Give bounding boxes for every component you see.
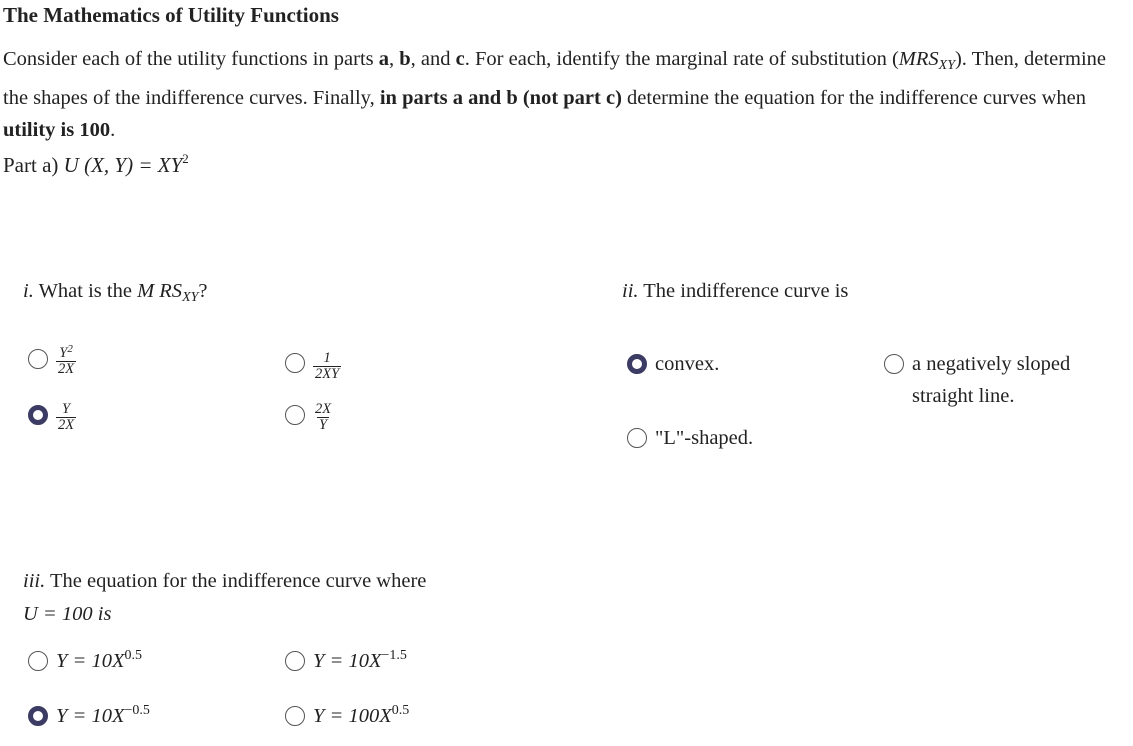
equation-option-4[interactable]: $Y = 100X^{0.5}$: [285, 706, 409, 732]
radio-button-selected[interactable]: [627, 354, 647, 374]
equation-option-2[interactable]: $Y = 10X^{-1.5}$: [285, 651, 407, 677]
curve-option-straight-line[interactable]: [884, 354, 1114, 412]
mrs-option-y2-over-2x[interactable]: $\frac{Y^2}{2X}$: [28, 349, 76, 377]
mrs-option-y-over-2x[interactable]: $\frac{Y}{2X}$: [28, 405, 76, 433]
radio-button[interactable]: [884, 354, 904, 374]
radio-button[interactable]: [28, 349, 48, 369]
option-label: a negatively sloped straight line.: [912, 353, 1071, 407]
question-i: i. What is the M $RS_{XY}$?: [23, 280, 208, 305]
radio-button[interactable]: [285, 651, 305, 671]
radio-button[interactable]: [285, 706, 305, 726]
equation-option-3[interactable]: $Y = 10X^{-0.5}$: [28, 706, 150, 732]
radio-button[interactable]: [28, 651, 48, 671]
page-title: The Mathematics of Utility Functions: [3, 3, 339, 27]
mrs-option-2x-over-y[interactable]: $\frac{2X}{Y}$: [285, 405, 333, 433]
radio-button-selected[interactable]: [28, 706, 48, 726]
part-a-heading: Part a) U (X, $Y) = XY^2$: [3, 151, 189, 177]
radio-button[interactable]: [285, 405, 305, 425]
curve-option-convex[interactable]: [627, 354, 719, 380]
radio-button[interactable]: [285, 353, 305, 373]
radio-button[interactable]: [627, 428, 647, 448]
question-ii: ii. The indifference curve is: [622, 280, 849, 302]
option-label: convex.: [655, 353, 720, 375]
radio-button-selected[interactable]: [28, 405, 48, 425]
mrs-option-1-over-2xy[interactable]: $\frac{1}{2XY}$: [285, 353, 341, 382]
curve-option-l-shaped[interactable]: [627, 428, 753, 454]
question-iii: iii. The equation for the indifference curve where U = 100 is: [23, 570, 427, 625]
option-label: "L"-shaped.: [655, 427, 754, 449]
instructions: Consider each of the utility functions in parts a, b, and c. For each, identify the marginal rate of substitution $(MRS_{XY})$. Then, determine the shapes of the indifference curves. Finally, in parts a and b (not part c) determine the equation for the indifference curves when utility is 100.: [3, 48, 1107, 141]
equation-option-1[interactable]: $Y = 10X^{0.5}$: [28, 651, 142, 677]
